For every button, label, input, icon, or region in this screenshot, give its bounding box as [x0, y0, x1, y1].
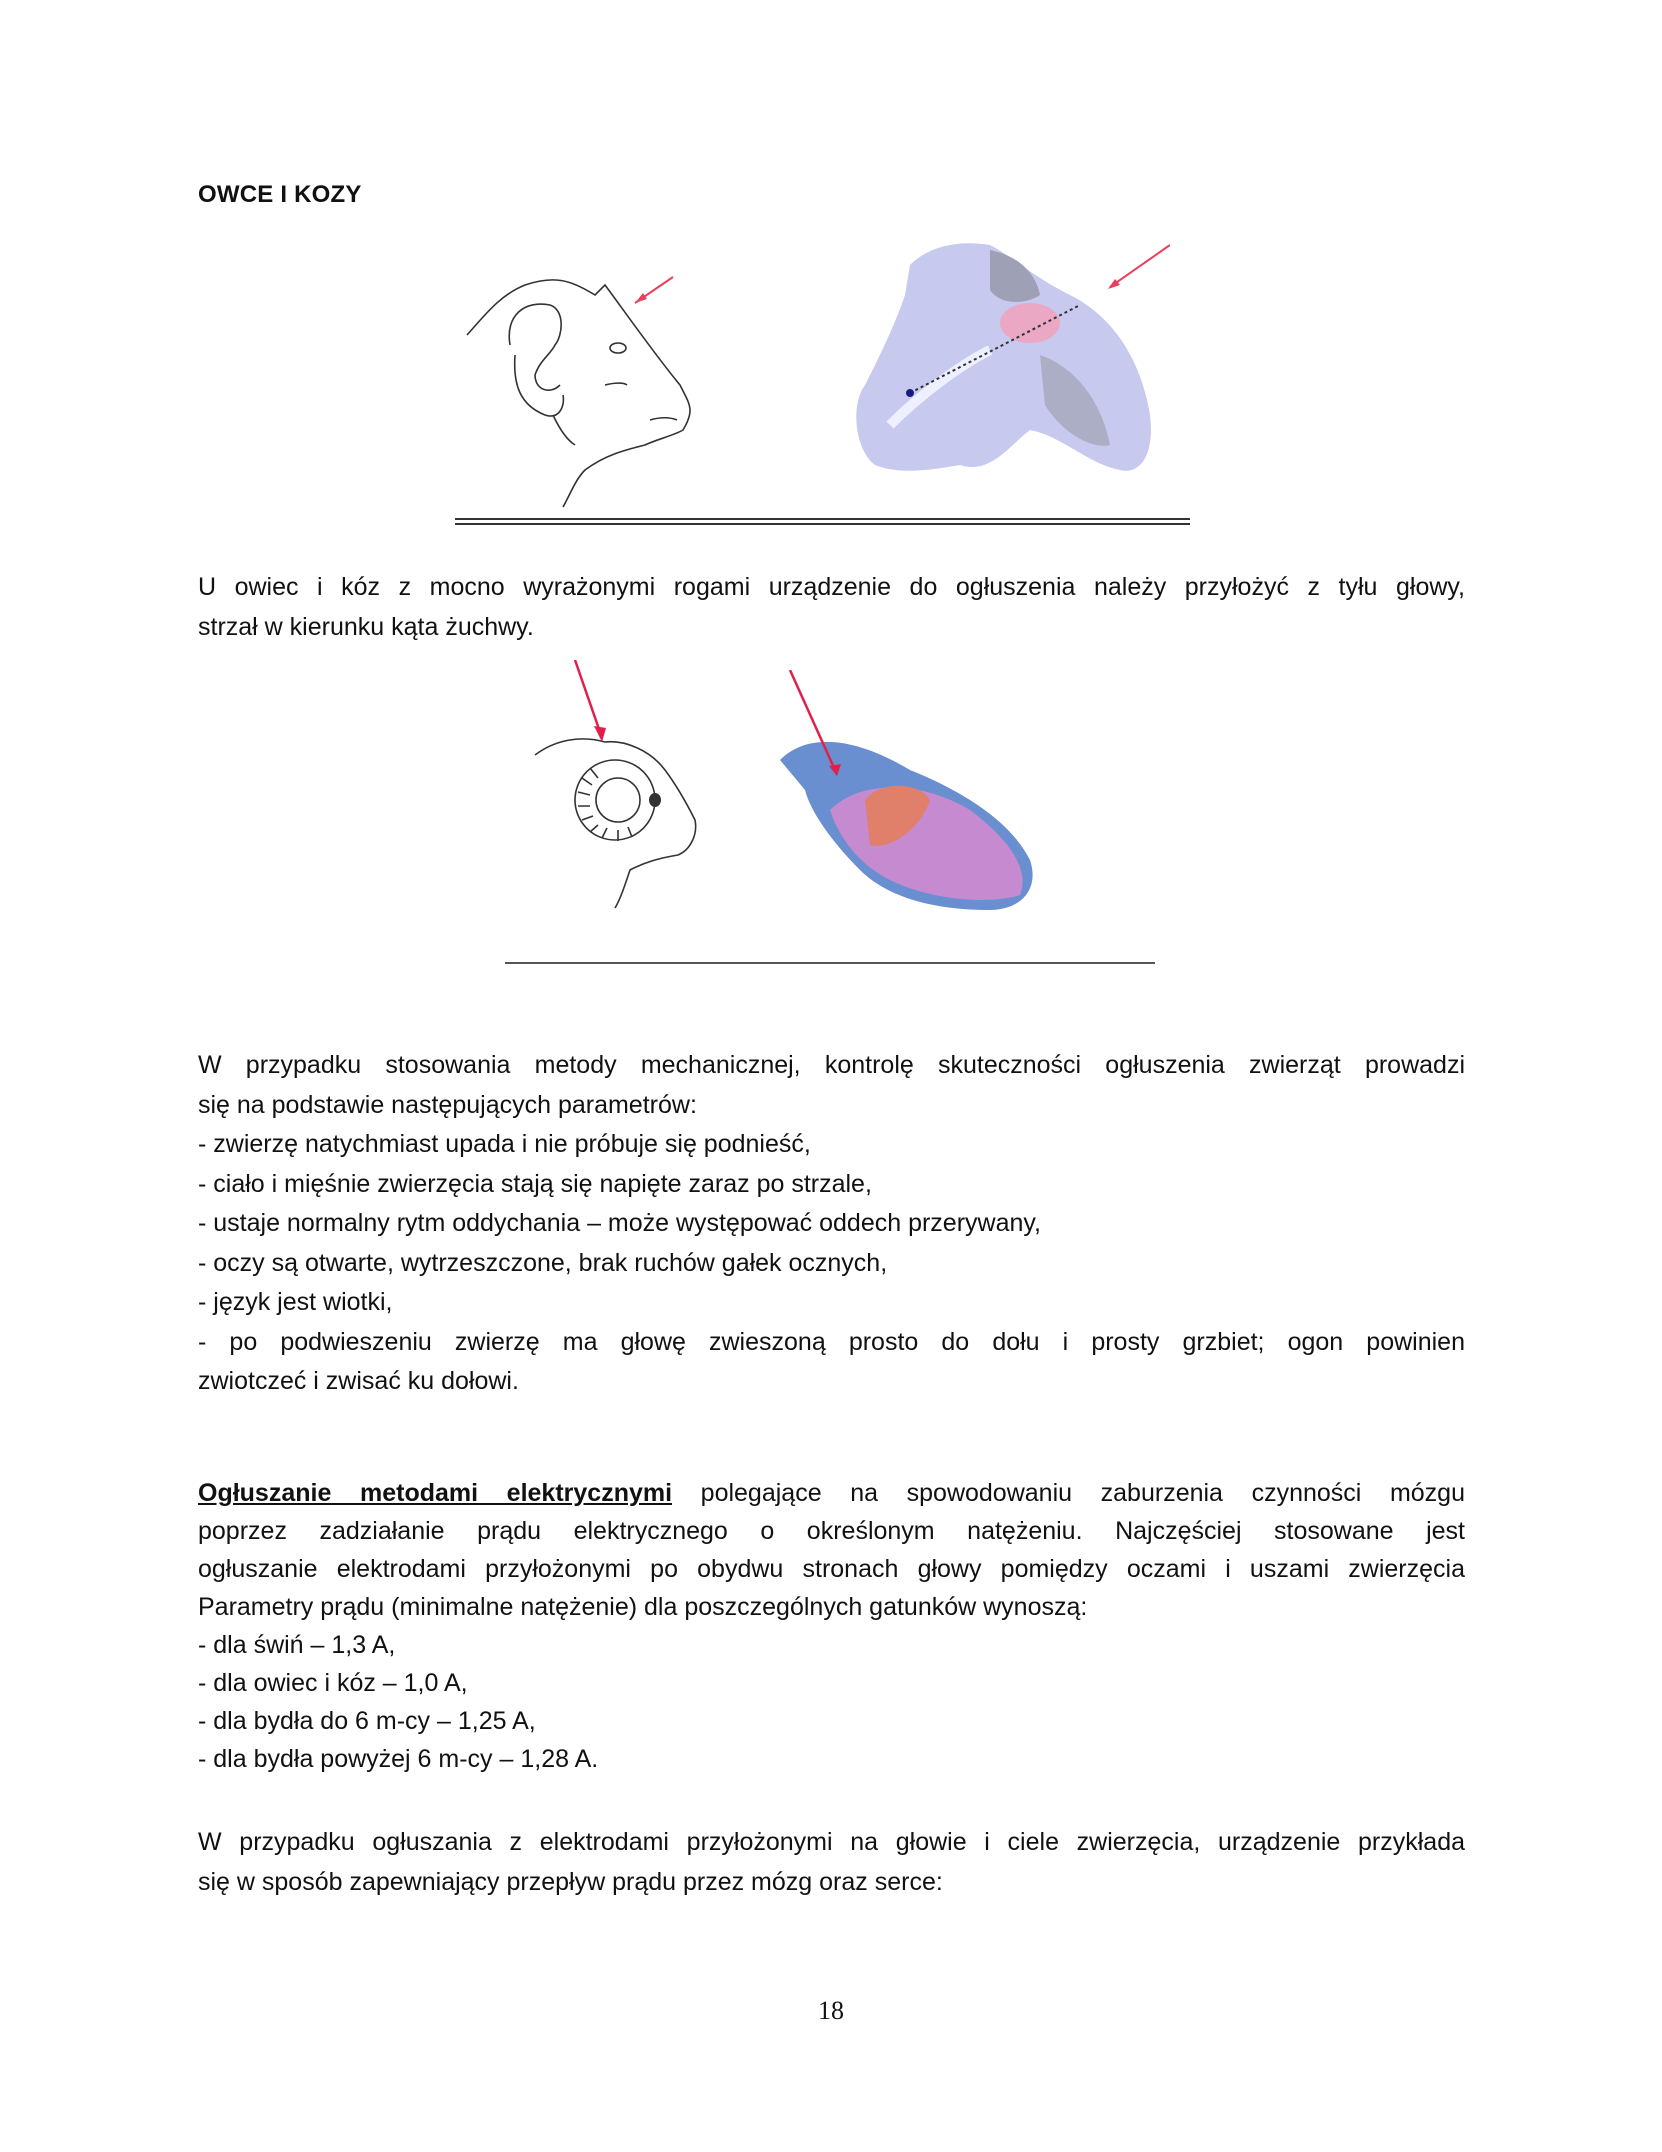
list-item-continuation: zwiotczeć i zwisać ku dołowi. [198, 1367, 519, 1395]
sheep-head-cross-section-icon [840, 235, 1170, 505]
section-heading: OWCE I KOZY [198, 181, 362, 208]
sheep-head-drawing-icon [455, 235, 725, 510]
figure-1-rule-bottom [455, 523, 1190, 525]
figure-1-rule-top [455, 518, 1190, 520]
page-number: 18 [818, 1996, 844, 2025]
figure-ram-head-poll-shot [505, 660, 1175, 970]
paragraph-horned-sheep [198, 568, 1465, 647]
paragraph-electrical-stunning [198, 1474, 1465, 1778]
list-item: - dla bydła do 6 m-cy – 1,25 A, [198, 1707, 536, 1735]
list-item: - ciało i mięśnie zwierzęcia stają się napięte zaraz po strzale, [198, 1169, 872, 1198]
text-fragment: polegające na spowodowaniu zaburzenia czynności mózgu [672, 1479, 1465, 1507]
text-line: Parametry prądu (minimalne natężenie) dla poszczególnych gatunków wynoszą: [198, 1593, 1088, 1621]
ram-head-cross-section-icon [770, 670, 1070, 930]
paragraph-head-body-electrodes [198, 1823, 1465, 1902]
text-line: W przypadku ogłuszania z elektrodami przyłożonymi na głowie i ciele zwierzęcia, urządzenie przykłada [198, 1828, 1465, 1856]
list-item: - ustaje normalny rytm oddychania – może występować oddech przerywany, [198, 1209, 1041, 1237]
text-line: poprzez zadziałanie prądu elektrycznego o określonym natężeniu. Najczęściej stosowane jest [198, 1517, 1465, 1545]
paragraph-mechanical-control [198, 1046, 1465, 1402]
list-item: - dla bydła powyżej 6 m-cy – 1,28 A. [198, 1745, 599, 1773]
text-line: W przypadku stosowania metody mechanicznej, kontrolę skuteczności ogłuszenia zwierząt prowadzi [198, 1051, 1465, 1079]
text-line: ogłuszanie elektrodami przyłożonymi po obydwu stronach głowy pomiędzy oczami i uszami zwierzęcia [198, 1555, 1465, 1583]
text-line: się na podstawie następujących parametrów: [198, 1090, 697, 1119]
text-line: U owiec i kóz z mocno wyrażonymi rogami urządzenie do ogłuszenia należy przyłożyć z tyłu głowy, [198, 573, 1465, 601]
list-item: - oczy są otwarte, wytrzeszczone, brak ruchów gałek ocznych, [198, 1248, 888, 1277]
list-item: - język jest wiotki, [198, 1288, 393, 1316]
figure-2-rule [505, 962, 1155, 964]
term-electrical-stunning: Ogłuszanie metodami elektrycznymi [198, 1479, 673, 1507]
list-item: - dla owiec i kóz – 1,0 A, [198, 1669, 468, 1697]
text-line: się w sposób zapewniający przepływ prądu przez mózg oraz serce: [198, 1867, 943, 1896]
list-item: - dla świń – 1,3 A, [198, 1631, 396, 1659]
ram-head-drawing-icon [530, 660, 730, 910]
list-item: - zwierzę natychmiast upada i nie próbuje się podnieść, [198, 1130, 811, 1158]
figure-sheep-head-frontal-shot [455, 235, 1205, 525]
text-line: strzał w kierunku kąta żuchwy. [198, 612, 534, 641]
list-item: - po podwieszeniu zwierzę ma głowę zwieszoną prosto do dołu i prosty grzbiet; ogon powinien [198, 1327, 1465, 1356]
text-line [198, 1474, 1465, 1512]
